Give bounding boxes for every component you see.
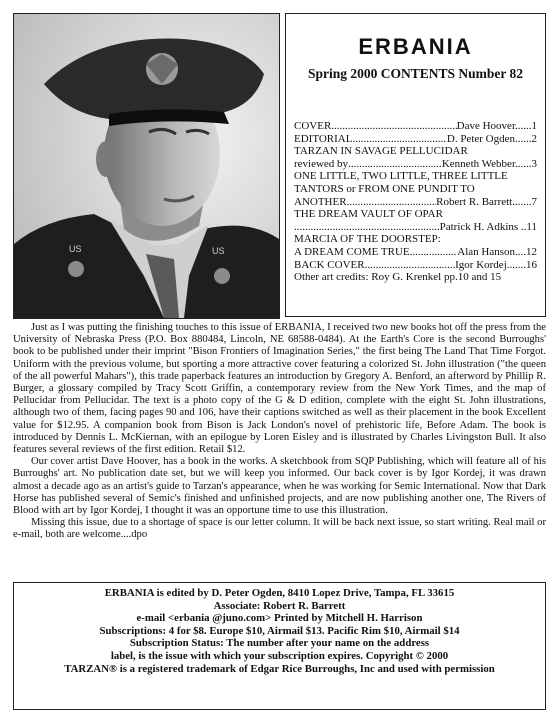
right-collar-badge: US	[212, 246, 225, 256]
issue-line: Spring 2000 CONTENTS Number 82	[307, 66, 524, 81]
editorial-paragraph-1: Just as I was putting the finishing touches to this issue of ERBANIA, I received two new books hot off the press from the University of Nebraska Press (P.O. Box 880484, Lincoln, NE 68588-0484). At the Earth's Core is the second Burroughs' book to be published under their imprint "Bison Frontiers of Imagination Series," the first being The Land That Time Forgot. Uniform with the previous volume, but sporting a more attractive cover featuring a colorized St. John illustration ("the queen of the all powerful Mahars"), this trade paperback features an introduction by Gregory A. Benford, an afterword by Phillip R. Burger, a glossary compiled by Tracy Scott Griffin, a contemporary review from the New York Times, and the map of Pellucidar from Pellucidar. The text is a photo copy of the G & D edition, complete with the eight St. John illustrations, although two of them, facing pages 90 and 106, have their captions switched as well as their placement in the book Excellent value for $12.95. A companion book from Bison is Jack London's novel of prehistoric life, Before Adam. The book is introduced by Dennis L. McKiernan, with an epilogue by Loren Eisley and is illustrated by Charles Livingston Bull. It also features several reviews of the first edition. Retail $12.	[13, 322, 546, 456]
toc-other-credits: Other art credits: Roy G. Krenkel pp.10 and 15	[294, 271, 502, 284]
portrait-photo	[13, 13, 280, 319]
toc-title-marcia: MARCIA OF THE DOORSTEP:	[294, 233, 441, 246]
toc-title-tarzan: TARZAN IN SAVAGE PELLUCIDAR	[294, 145, 468, 158]
toc-row-cover: COVER ..... Dave Hoover......1	[294, 120, 537, 133]
toc-row-back-cover: BACK COVER. ..... Igor Kordej.......16	[294, 259, 537, 272]
portrait-illustration	[14, 14, 279, 318]
left-collar-badge: US	[69, 244, 82, 254]
footer-trademark-line: TARZAN® is a registered trademark of Edgar Rice Burroughs, Inc and used with permission	[64, 662, 495, 675]
toc-title-opar: THE DREAM VAULT OF OPAR	[294, 208, 443, 221]
footer-associate-line: Associate: Robert R. Barrett	[213, 599, 346, 612]
toc-row-opar: ..... Patrick H. Adkins ..11	[294, 221, 537, 234]
editorial-paragraph-3: Missing this issue, due to a shortage of space is our letter column. It will be back next issue, so start writing. Real mail or e-mail, both are welcome....dpo	[13, 517, 546, 541]
footer-editor-line: ERBANIA is edited by D. Peter Ogden, 8410 Lopez Drive, Tampa, FL 33615	[104, 587, 455, 599]
publication-info-box	[13, 582, 546, 710]
footer-status-line-2: label, is the issue with which your subscription expires. Copyright © 2000	[110, 649, 449, 662]
contents-box	[285, 13, 546, 317]
editorial-body	[13, 322, 546, 542]
footer-status-line-1: Subscription Status: The number after your name on the address	[129, 637, 430, 650]
magazine-title: ERBANIA	[358, 34, 473, 59]
toc-row-editorial: EDITORIAL ..... D. Peter Ogden......2	[294, 133, 537, 146]
toc-row-marcia: A DREAM COME TRUE ..... Alan Hanson....12	[294, 246, 537, 259]
toc-row-tantors: ANOTHER ..... Robert R. Barrett.......7	[294, 196, 537, 209]
footer-subscriptions-line: Subscriptions: 4 for $8. Europe $10, Airmail $13. Pacific Rim $10, Airmail $14	[99, 624, 460, 637]
editorial-paragraph-2: Our cover artist Dave Hoover, has a book in the works. A sketchbook from SQP Publishing, which will feature all of his Burroughs' art. No publication date set, but we will keep you informed. Our back cover is by Igor Kordej, it was drawn almost a decade ago as an artist's guide to Tarzan's appearance, when he was working for Semic International. Now that Dark Horse has published several of Semic's finished and unfinished projects, and are now publishing another one, The Rivers of Blood with art by Igor Kordej, I thought it was an opportune time to use this illustration.	[13, 456, 546, 517]
toc-title-tantors-2: TANTORS or FROM ONE PUNDIT TO	[294, 182, 475, 195]
toc-row-tarzan: reviewed by ..... Kenneth Webber......3	[294, 158, 537, 171]
table-of-contents	[294, 120, 537, 284]
footer-email-line: e-mail <erbania @juno.com> Printed by Mitchell H. Harrison	[136, 612, 423, 625]
toc-title-tantors-1: ONE LITTLE, TWO LITTLE, THREE LITTLE	[294, 170, 508, 183]
